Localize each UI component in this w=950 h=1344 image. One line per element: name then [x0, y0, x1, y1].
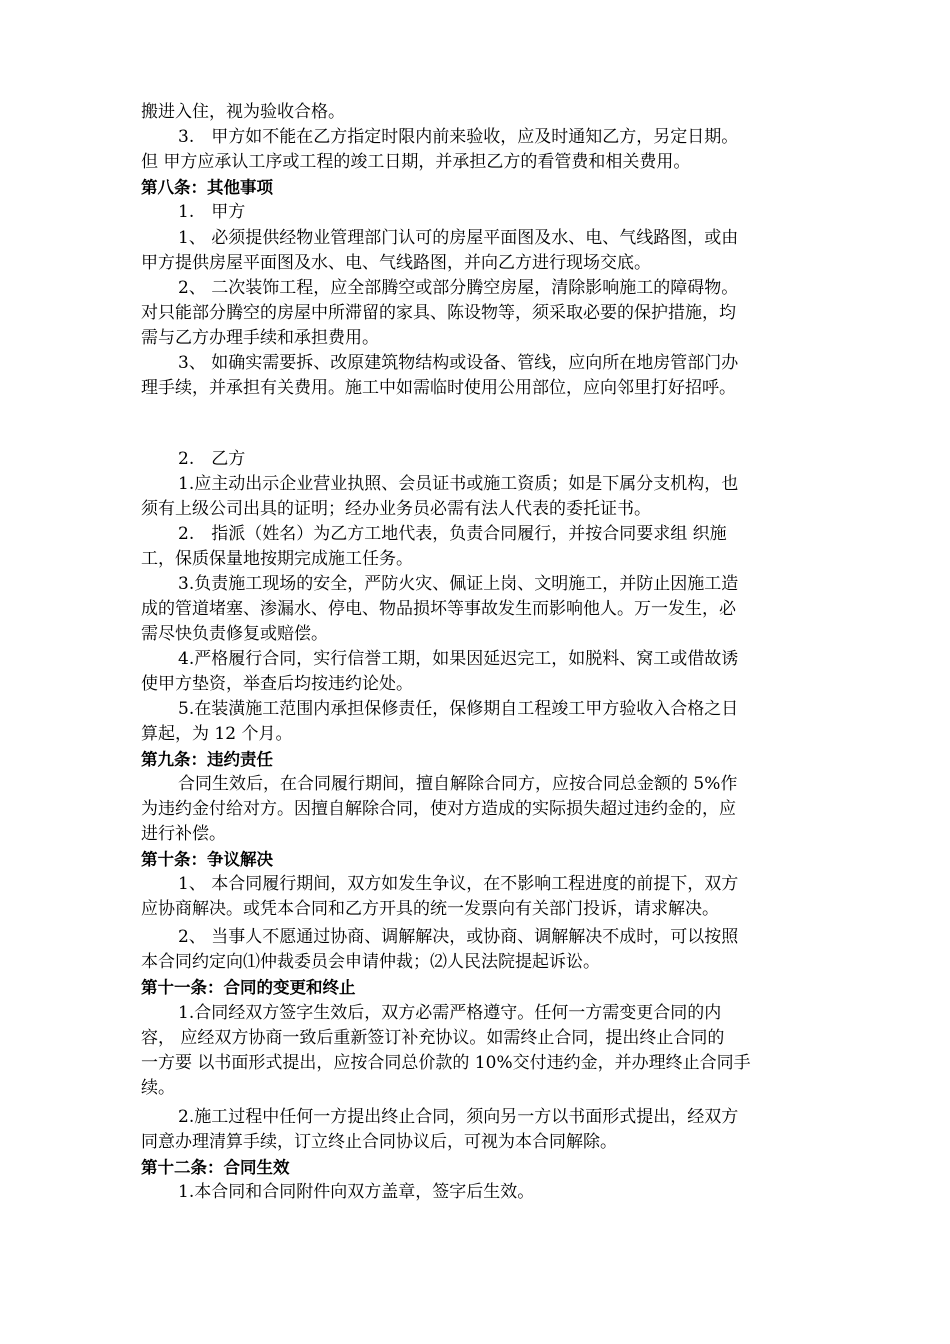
- text-line: 2.施工过程中任何一方提出终止合同，须向另一方以书面形式提出，经双方: [178, 1107, 739, 1127]
- text-line: 2. 乙方: [178, 449, 246, 469]
- section-heading: 第十条：争议解决: [141, 850, 273, 869]
- text-line: 1.应主动出示企业营业执照、会员证书或施工资质；如是下属分支机构，也: [178, 474, 739, 494]
- text-line: 1.本合同和合同附件向双方盖章，签字后生效。: [178, 1182, 535, 1202]
- text-line: 1.合同经双方签字生效后，双方必需严格遵守。任何一方需变更合同的内: [178, 1003, 722, 1023]
- text-line: 3.负责施工现场的安全，严防火灾、佩证上岗、文明施工，并防止因施工造: [178, 574, 739, 594]
- text-line: 2. 指派（姓名）为乙方工地代表，负责合同履行，并按合同要求组 织施: [178, 524, 727, 544]
- text-line: 须有上级公司出具的证明；经办业务员必需有法人代表的委托证书。: [141, 499, 651, 519]
- text-line: 同意办理清算手续，订立终止合同协议后，可视为本合同解除。: [141, 1132, 617, 1152]
- text-line: 但 甲方应承认工序或工程的竣工日期，并承担乙方的看管费和相关费用。: [141, 152, 691, 172]
- text-line: 4.严格履行合同，实行信誉工期，如果因延迟完工，如脱料、窝工或借故诱: [178, 649, 739, 669]
- text-line: 2、 当事人不愿通过协商、调解解决，或协商、调解解决不成时，可以按照: [178, 927, 739, 947]
- text-line: 工，保质保量地按期完成施工任务。: [141, 549, 413, 569]
- text-line: 需尽快负责修复或赔偿。: [141, 624, 328, 644]
- text-line: 成的管道堵塞、渗漏水、停电、物品损坏等事故发生而影响他人。万一发生，必: [141, 599, 736, 619]
- section-heading: 第十一条：合同的变更和终止: [141, 978, 356, 997]
- section-heading: 第九条：违约责任: [141, 750, 273, 769]
- text-line: 使甲方垫资，举查后均按违约论处。: [141, 674, 413, 694]
- text-line: 5.在装潢施工范围内承担保修责任，保修期自工程竣工甲方验收入合格之日: [178, 699, 739, 719]
- text-line: 搬进入住，视为验收合格。: [141, 102, 345, 122]
- text-line: 合同生效后，在合同履行期间，擅自解除合同方，应按合同总金额的 5%作: [178, 774, 738, 794]
- section-heading: 第十二条：合同生效: [141, 1158, 290, 1177]
- text-line: 算起，为 12 个月。: [141, 724, 293, 744]
- text-line: 需与乙方办理手续和承担费用。: [141, 328, 379, 348]
- text-line: 续。: [141, 1078, 175, 1098]
- text-line: 理手续，并承担有关费用。施工中如需临时使用公用部位，应向邻里打好招呼。: [141, 378, 736, 398]
- text-line: 1、 本合同履行期间，双方如发生争议，在不影响工程进度的前提下，双方: [178, 874, 739, 894]
- text-line: 2、 二次装饰工程，应全部腾空或部分腾空房屋，清除影响施工的障碍物。: [178, 278, 739, 298]
- text-line: 进行补偿。: [141, 824, 226, 844]
- text-line: 本合同约定向⑴仲裁委员会申请仲裁；⑵人民法院提起诉讼。: [141, 952, 600, 972]
- text-line: 甲方提供房屋平面图及水、电、气线路图，并向乙方进行现场交底。: [141, 253, 651, 273]
- text-line: 容， 应经双方协商一致后重新签订补充协议。如需终止合同，提出终止合同的: [141, 1028, 725, 1048]
- text-line: 3、 如确实需要拆、改原建筑物结构或设备、管线，应向所在地房管部门办: [178, 353, 739, 373]
- text-line: 对只能部分腾空的房屋中所滞留的家具、陈设物等，须采取必要的保护措施，均: [141, 303, 736, 323]
- text-line: 1. 甲方: [178, 202, 246, 222]
- text-line: 为违约金付给对方。因擅自解除合同，使对方造成的实际损失超过违约金的，应: [141, 799, 736, 819]
- text-line: 一方要 以书面形式提出，应按合同总价款的 10%交付违约金，并办理终止合同手: [141, 1053, 751, 1073]
- section-heading: 第八条：其他事项: [141, 178, 273, 197]
- text-line: 应协商解决。或凭本合同和乙方开具的统一发票向有关部门投诉，请求解决。: [141, 899, 719, 919]
- text-line: 1、 必须提供经物业管理部门认可的房屋平面图及水、电、气线路图，或由: [178, 228, 739, 248]
- text-line: 3. 甲方如不能在乙方指定时限内前来验收，应及时通知乙方，另定日期。: [178, 127, 739, 147]
